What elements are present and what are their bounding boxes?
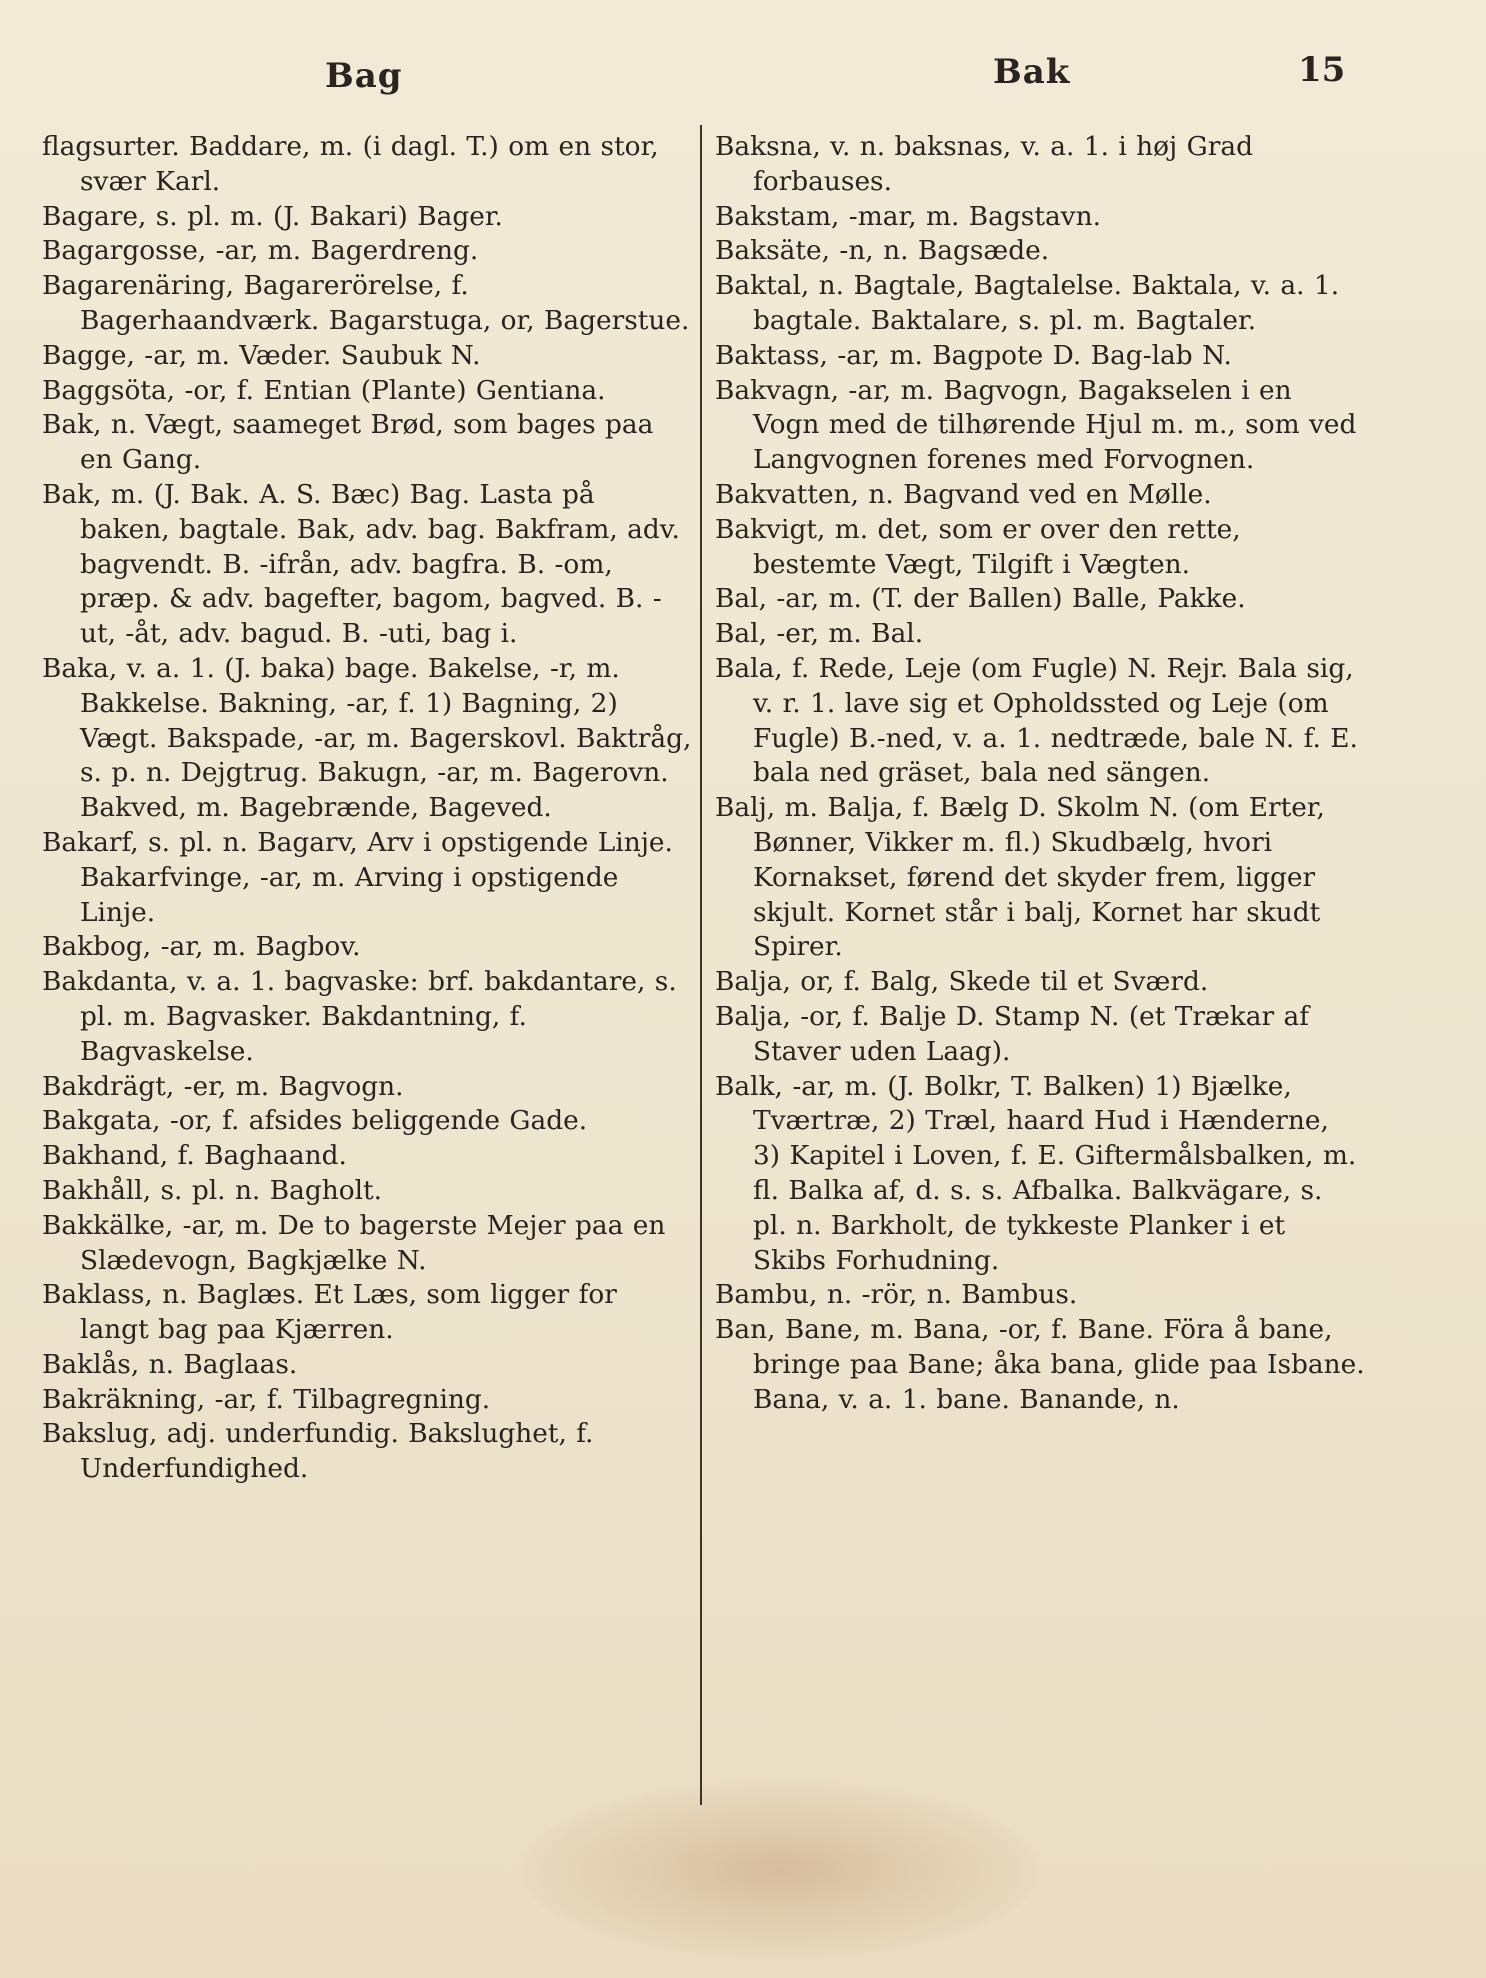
entry: Bakvatten, n. Bagvand ved en Mølle. [715, 478, 1212, 510]
entry: Bal, -ar, m. (T. der Ballen) Balle, Pakke. [715, 583, 1246, 615]
entry: Bak, n. Vægt, saameget Brød, som bages paa en Gang. [42, 409, 654, 476]
entry: Bakbog, -ar, m. Bagbov. [42, 931, 361, 963]
entry: flagsurter. Baddare, m. (i dagl. T.) om en stor, svær Karl. [42, 131, 659, 197]
entry: Bakdanta, v. a. 1. bagvaske: brf. bakdantare, s. pl. m. Bagvasker. Bakdantning, f. Bagvaskelse. [42, 966, 677, 1067]
entry: Bagargosse, -ar, m. Bagerdreng. [42, 235, 479, 267]
entry: Bakräkning, -ar, f. Tilbagregning. [42, 1383, 491, 1415]
running-head-left: Bag [325, 56, 403, 96]
entry: Bak, m. (J. Bak. A. S. Bæc) Bag. Lasta på baken, bagtale. Bak, adv. bag. Bakfram, adv. bagvendt. B. -ifrån, adv. bagfra. B. -om, præp. & adv. bagefter, bagom, bagved. B. -ut, -åt, adv. bagud. B. -uti, bag i. [42, 478, 680, 650]
entry: Balj, m. Balja, f. Bælg D. Skolm N. (om Erter, Bønner, Vikker m. fl.) Skudbælg, hvori Kornakset, førend det skyder frem, ligger skjult. Kornet står i balj, Kornet har skudt Spirer. [715, 792, 1325, 963]
running-head-right: Bak [993, 52, 1071, 92]
entry: Bakstam, -mar, m. Bagstavn. [715, 200, 1101, 232]
paper-stain [520, 1780, 1040, 1960]
entry: Baktass, -ar, m. Bagpote D. Bag-lab N. [715, 339, 1232, 371]
entry: Bagare, s. pl. m. (J. Bakari) Bager. [42, 200, 503, 232]
entry: Balja, or, f. Balg, Skede til et Sværd. [715, 966, 1209, 998]
entry: Bakvagn, -ar, m. Bagvogn, Bagakselen i en Vogn med de tilhørende Hjul m. m., som ved Langvognen forenes med Forvognen. [715, 374, 1357, 476]
entry: Ban, Bane, m. Bana, -or, f. Bane. Föra å bane, bringe paa Bane; åka bana, glide paa Isbane. Bana, v. a. 1. bane. Banande, n. [715, 1314, 1365, 1415]
entry: Bagge, -ar, m. Væder. Saubuk N. [42, 339, 481, 371]
entry: Bakvigt, m. det, som er over den rette, bestemte Vægt, Tilgift i Vægten. [715, 513, 1241, 580]
entry: Balja, -or, f. Balje D. Stamp N. (et Trækar af Staver uden Laag). [715, 1000, 1309, 1067]
entry: Baggsöta, -or, f. Entian (Plante) Gentiana. [42, 374, 606, 406]
entry: Bambu, n. -rör, n. Bambus. [715, 1279, 1078, 1311]
right-column [715, 130, 1365, 1417]
entry: Baka, v. a. 1. (J. baka) bage. Bakelse, -r, m. Bakkelse. Bakning, -ar, f. 1) Bagning, 2) Vægt. Bakspade, -ar, m. Bagerskovl. Baktråg, s. p. n. Dejgtrug. Bakugn, -ar, m. Bagerovn. Bakved, m. Bagebrændе, Bageved. [42, 652, 692, 824]
column-divider [700, 125, 702, 1805]
left-column [42, 130, 692, 1487]
entry: Balk, -ar, m. (J. Bolkr, T. Balken) 1) Bjælke, Tværtræ, 2) Træl, haard Hud i Hænderne, 3) Kapitel i Loven, f. E. Giftermålsbalken, m. fl. Balka af, d. s. s. Afbalka. Balkvägare, s. pl. n. Barkholt, de tykkeste Planker i et Skibs Forhudning. [715, 1070, 1357, 1276]
page-number: 15 [1298, 50, 1346, 90]
entry: Baktal, n. Bagtale, Bagtalelse. Baktala, v. a. 1. bagtale. Baktalare, s. pl. m. Bagtaler. [715, 270, 1340, 336]
entry: Bakarf, s. pl. n. Bagarv, Arv i opstigende Linje. Bakarfvinge, -ar, m. Arving i opstigende Linje. [42, 826, 673, 928]
entry: Bakkälke, -ar, m. De to bagerste Mejer paa en Slædevogn, Bagkjælke N. [42, 1209, 666, 1276]
entry: Baksna, v. n. baksnas, v. a. 1. i høj Grad forbauses. [715, 131, 1253, 197]
entry: Bakgata, -or, f. afsides beliggende Gade. [42, 1105, 588, 1137]
entry: Bakslug, adj. underfundig. Bakslughet, f. Underfundighed. [42, 1418, 594, 1485]
entry: Bakdrägt, -er, m. Bagvogn. [42, 1070, 404, 1102]
entry: Bagarenäring, Bagarerörelse, f. Bagerhaandværk. Bagarstuga, or, Bagerstue. [42, 270, 690, 336]
entry: Bakhand, f. Baghaand. [42, 1140, 347, 1172]
entry: Bala, f. Rede, Leje (om Fugle) N. Rejr. Bala sig, v. r. 1. lave sig et Opholdssted og Leje (om Fugle) B.-ned, v. a. 1. nedtræde, bale N. f. E. bala ned gräset, bala ned sängen. [715, 652, 1358, 789]
entry: Bal, -er, m. Bal. [715, 618, 924, 650]
entry: Baklass, n. Baglæs. Et Læs, som ligger for langt bag paa Kjærren. [42, 1279, 617, 1346]
entry: Baklås, n. Baglaas. [42, 1348, 298, 1380]
entry: Baksäte, -n, n. Bagsæde. [715, 235, 1050, 267]
entry: Bakhåll, s. pl. n. Bagholt. [42, 1174, 383, 1206]
